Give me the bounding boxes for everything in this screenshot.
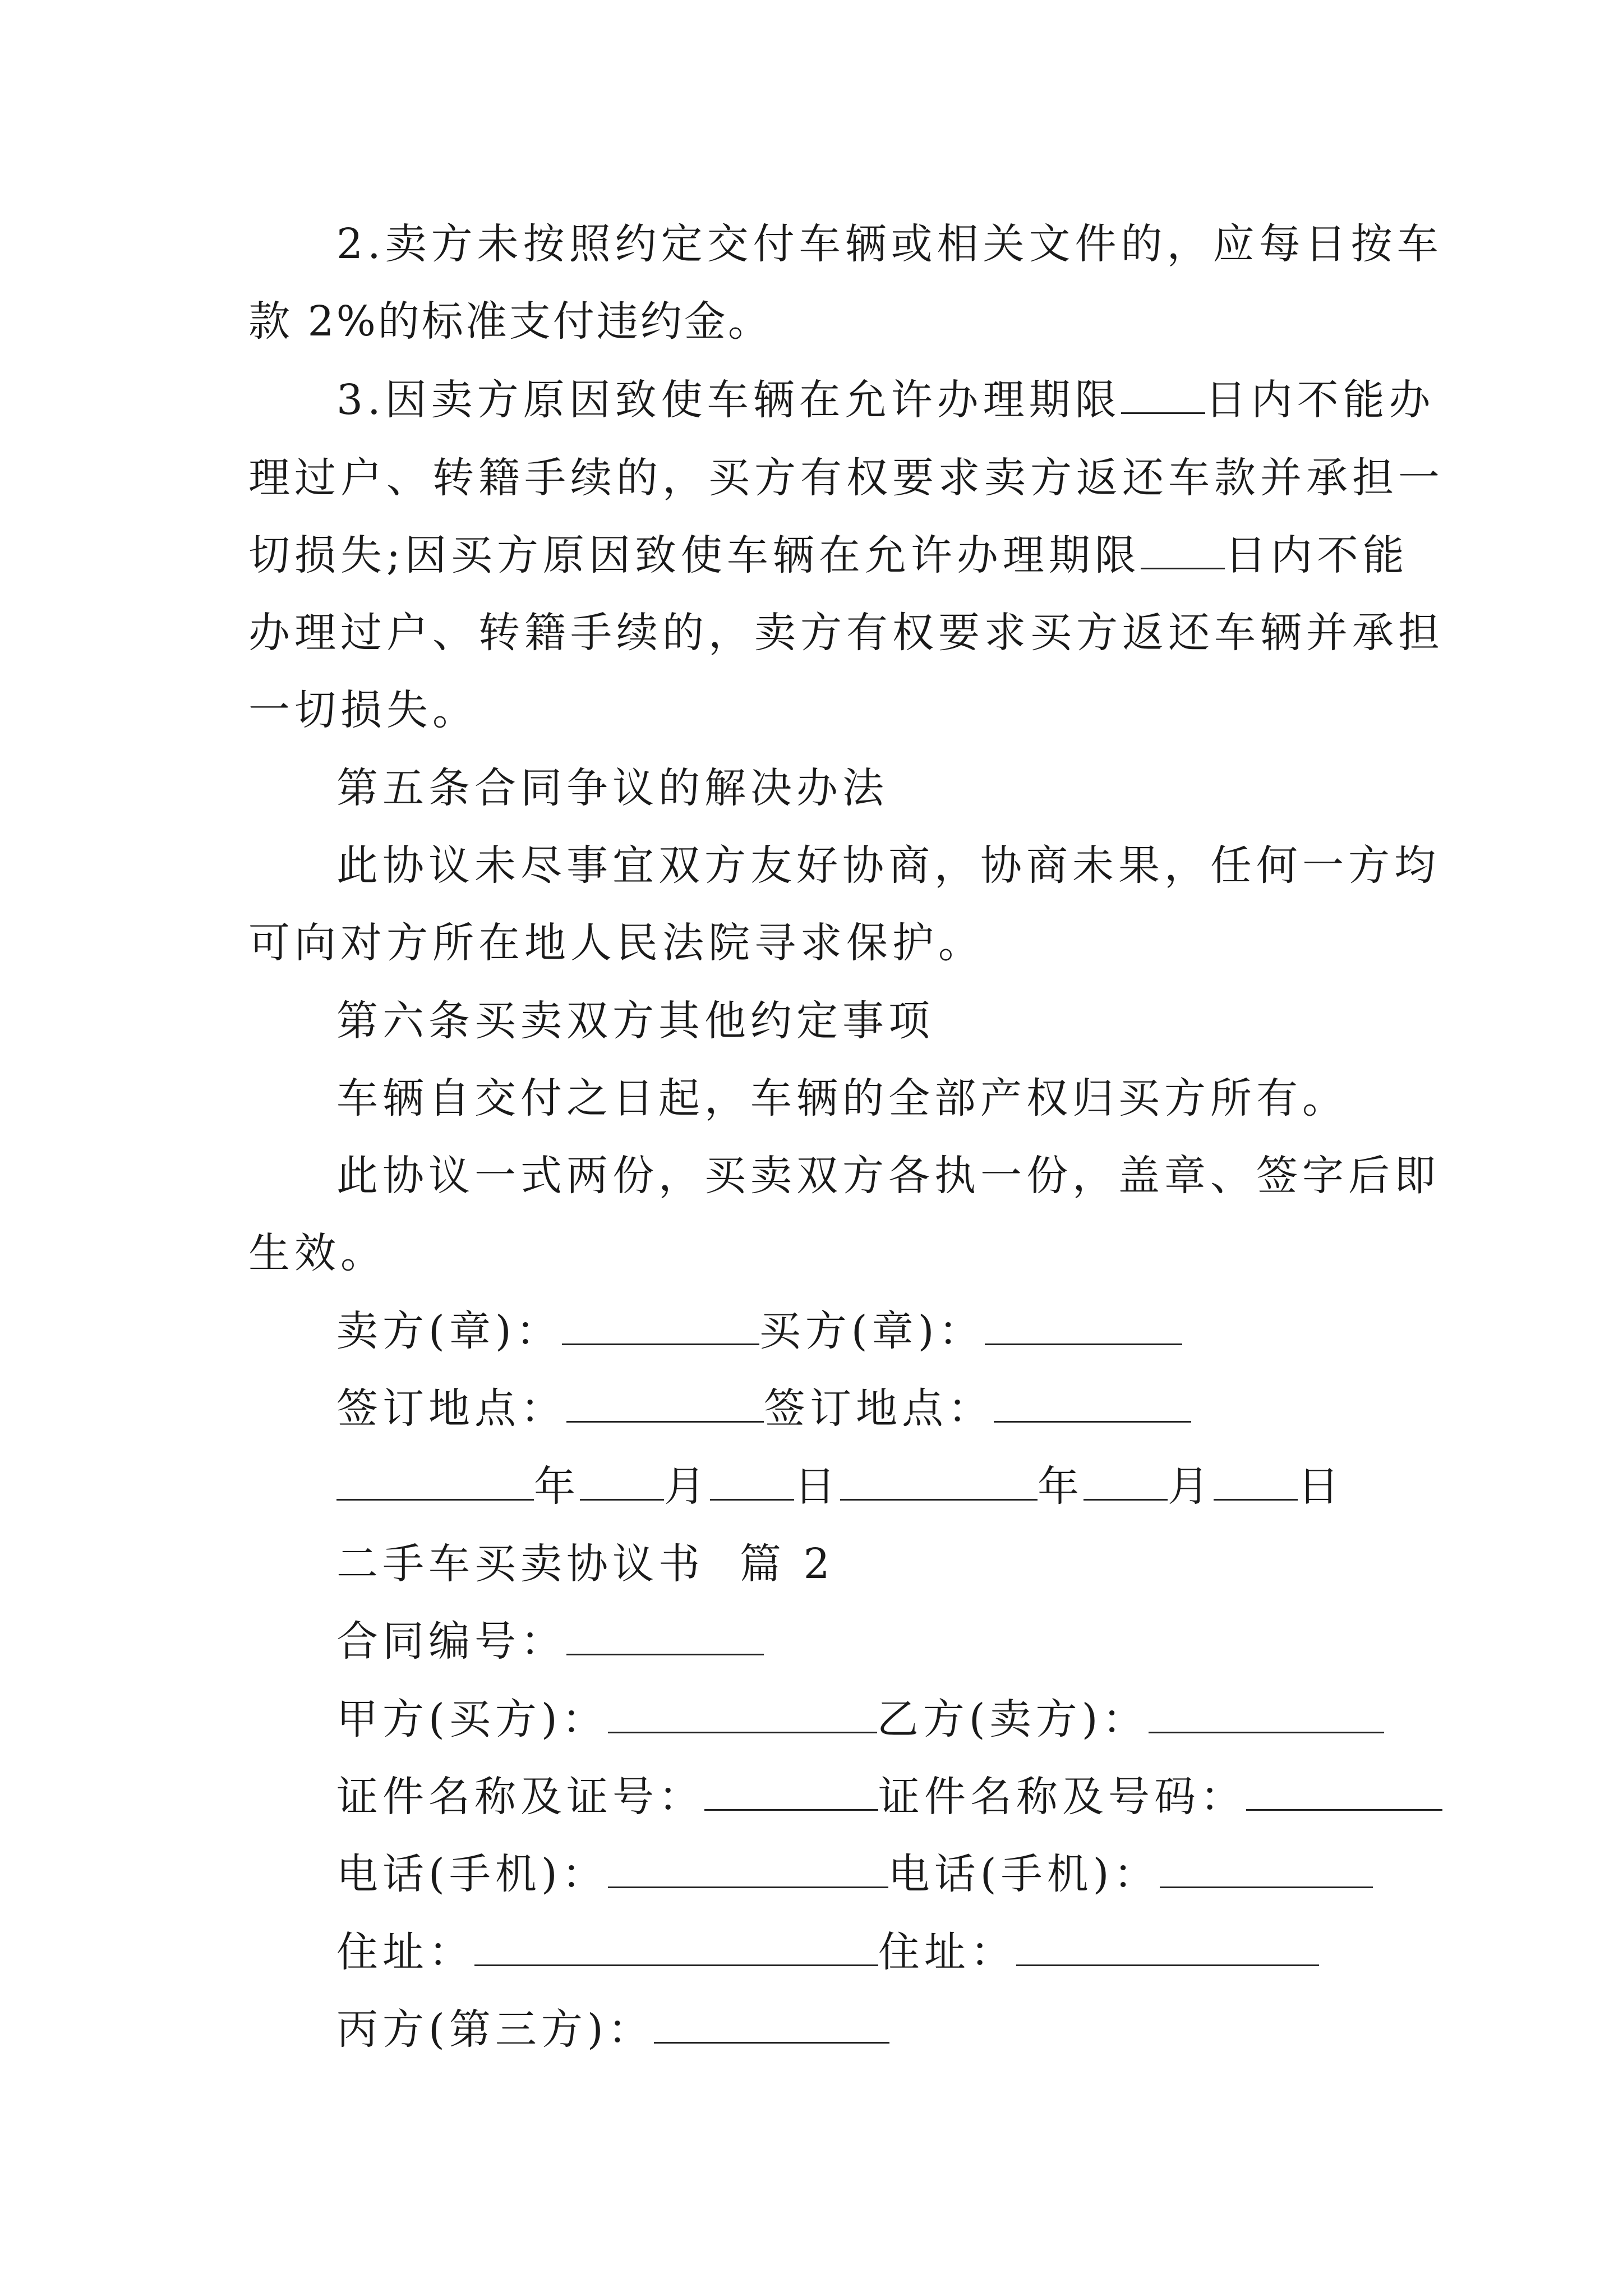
article4-item3-line3-text-b: 日内不能: [1224, 531, 1409, 579]
buyer-seal-blank: [985, 1311, 1182, 1345]
parties-line: [336, 1691, 1384, 1747]
party-a-phone-blank: [608, 1854, 888, 1888]
year-label: 年: [1038, 1462, 1083, 1511]
article5-line1: 此协议未尽事宜双方友好协商，协商未果，任何一方均: [336, 841, 1440, 890]
article6-line2: 此协议一式两份，买卖双方各执一份，盖章、签字后即: [336, 1152, 1440, 1200]
signing-place-label-1: 签订地点：: [336, 1384, 566, 1433]
third-party-line: [336, 2001, 889, 2058]
article4-item3-line3-text-a: 切损失;因买方原因致使车辆在允许办理期限: [248, 531, 1141, 579]
id-line: [336, 1769, 1442, 1825]
party-a-id-label: 证件名称及证号：: [336, 1773, 704, 1821]
article4-item2-line2: 款 2%的标准支付违约金。: [248, 297, 772, 346]
month-label: 月: [1168, 1462, 1214, 1511]
party-a-phone-label: 电话(手机)：: [336, 1850, 608, 1898]
party-a-id-blank: [704, 1777, 878, 1811]
address-line: [336, 1924, 1319, 1980]
party-b-id-blank: [1246, 1777, 1442, 1811]
article4-item3-line5: 一切损失。: [248, 686, 478, 734]
party-b-phone-blank: [1160, 1854, 1373, 1888]
article4-item3-line2: 理过户、转籍手续的，买方有权要求卖方返还车款并承担一: [248, 454, 1444, 502]
year-blank: [840, 1466, 1038, 1501]
day-label: 日: [1298, 1462, 1344, 1511]
buyer-seal-label: 买方(章)：: [759, 1307, 985, 1355]
party-b-blank: [1149, 1699, 1384, 1733]
article4-item3-line1-text-b: 日内不能办: [1205, 376, 1435, 424]
article6-heading: 第六条买卖双方其他约定事项: [336, 997, 934, 1045]
party-a-address-label: 住址：: [336, 1928, 474, 1976]
month-blank: [580, 1466, 664, 1501]
article4-item3-line1-text-a: 3.因卖方原因致使车辆在允许办理期限: [336, 376, 1121, 424]
day-blank: [710, 1466, 794, 1501]
phone-line: [336, 1846, 1373, 1902]
month-label: 月: [664, 1462, 710, 1511]
day-label: 日: [794, 1462, 840, 1511]
article4-item3-line3: [248, 527, 1409, 583]
article6-line3: 生效。: [248, 1229, 386, 1277]
party-b-phone-label: 电话(手机)：: [888, 1850, 1160, 1898]
signing-place-blank-1: [566, 1388, 764, 1423]
contract-number-label: 合同编号：: [336, 1617, 566, 1665]
party-a-address-blank: [474, 1932, 878, 1966]
signing-place-line: [336, 1381, 1191, 1437]
party-b-address-label: 住址：: [878, 1928, 1016, 1976]
signing-place-label-2: 签订地点：: [764, 1384, 994, 1433]
year-blank: [336, 1466, 534, 1501]
article6-line1: 车辆自交付之日起，车辆的全部产权归买方所有。: [336, 1074, 1348, 1122]
party-b-address-blank: [1016, 1932, 1319, 1966]
signing-place-blank-2: [994, 1388, 1191, 1423]
year-label: 年: [534, 1462, 580, 1511]
party-c-label: 丙方(第三方)：: [336, 2005, 654, 2054]
article5-heading: 第五条合同争议的解决办法: [336, 764, 888, 812]
article4-item3-line4: 办理过户、转籍手续的，卖方有权要求买方返还车辆并承担: [248, 609, 1444, 657]
article4-item2-line1: 2.卖方未按照约定交付车辆或相关文件的，应每日按车: [336, 220, 1443, 268]
party-b-id-label: 证件名称及号码：: [878, 1773, 1246, 1821]
seller-seal-label: 卖方(章)：: [336, 1307, 562, 1355]
period-days-blank: [1121, 380, 1205, 414]
article4-item3-line1: [336, 372, 1435, 428]
seller-seal-blank: [562, 1311, 759, 1345]
seal-line: [336, 1303, 1182, 1359]
contract-number-line: [336, 1613, 764, 1669]
party-c-blank: [654, 2009, 889, 2044]
period-days-blank: [1141, 535, 1225, 569]
party-a-blank: [608, 1699, 877, 1733]
party-a-label: 甲方(买方)：: [336, 1695, 608, 1743]
month-blank: [1083, 1466, 1168, 1501]
party-b-label: 乙方(卖方)：: [877, 1695, 1149, 1743]
contract-number-blank: [566, 1621, 764, 1655]
day-blank: [1214, 1466, 1298, 1501]
date-line: [336, 1458, 1344, 1515]
part2-title: 二手车买卖协议书 篇 2: [336, 1540, 834, 1588]
article5-line2: 可向对方所在地人民法院寻求保护。: [248, 919, 984, 967]
